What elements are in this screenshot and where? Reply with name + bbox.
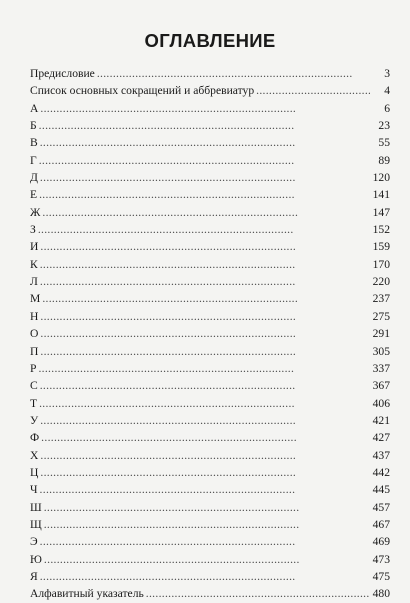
dot-leader [38, 360, 370, 377]
toc-entry-label: З [30, 223, 36, 237]
toc-entry-page-number: 120 [372, 171, 390, 185]
dot-leader [40, 464, 370, 481]
toc-entry-label: Ю [30, 552, 42, 566]
toc-entry [30, 169, 390, 186]
toc-entry-label: М [30, 292, 41, 306]
dot-leader [97, 65, 370, 82]
toc-entry-label: Б [30, 119, 37, 133]
toc-entry-label: Предисловие [30, 67, 95, 80]
toc-entry-label: А [30, 101, 39, 115]
toc-entry-page-number: 55 [378, 136, 390, 150]
dot-leader [40, 377, 370, 394]
dot-leader [39, 117, 370, 134]
toc-entry-label: Ш [30, 500, 42, 514]
dot-leader [40, 481, 370, 498]
toc-entry-label: Щ [30, 517, 42, 531]
toc-entry-page-number: 170 [372, 257, 390, 271]
toc-entry-page-number: 291 [372, 327, 390, 341]
toc-entry [30, 238, 390, 255]
toc-entry-page-number: 406 [372, 396, 390, 410]
toc-entry-page-number: 152 [372, 223, 390, 237]
toc-entry [30, 464, 390, 481]
toc-entry-page-number: 6 [384, 101, 390, 115]
dot-leader [40, 169, 370, 186]
toc-entry [30, 117, 390, 134]
toc-entry [30, 551, 390, 568]
toc-entry-label: Ф [30, 431, 40, 445]
toc-entry-label: Я [30, 569, 38, 583]
toc-entry-label: Г [30, 153, 37, 167]
toc-entry-page-number: 220 [372, 275, 390, 289]
toc-entry-label: П [30, 344, 39, 358]
toc-entry [30, 412, 390, 429]
toc-entry-page-number: 237 [372, 292, 390, 306]
toc-entry-page-number: 3 [384, 67, 390, 80]
toc-entry [30, 221, 390, 238]
toc-entry-label: В [30, 136, 38, 150]
toc-entry-page-number: 421 [372, 413, 390, 427]
toc-entry-label: Ч [30, 483, 38, 497]
toc-entry [30, 499, 390, 516]
toc-entry [30, 447, 390, 464]
toc-entry [30, 429, 390, 446]
dot-leader [256, 82, 370, 99]
toc-entry-page-number: 4 [384, 84, 390, 98]
toc-entry [30, 395, 390, 412]
toc-entry-label: Н [30, 309, 39, 323]
dot-leader [39, 395, 370, 412]
dot-leader [40, 308, 370, 325]
dot-leader [40, 100, 370, 117]
dot-leader [40, 447, 370, 464]
toc-entry [30, 585, 390, 602]
toc-entry [30, 134, 390, 151]
toc-entry-page-number: 337 [372, 361, 390, 375]
toc-entry-label: И [30, 240, 39, 254]
dot-leader [38, 221, 370, 238]
toc-entry-label: Х [30, 448, 39, 462]
toc-entry-label: Э [30, 535, 38, 549]
toc-entry-label: Е [30, 188, 38, 202]
dot-leader [40, 273, 370, 290]
dot-leader [40, 256, 370, 273]
toc-entry-label: К [30, 257, 38, 271]
toc-entry-page-number: 475 [372, 569, 390, 583]
toc-entry-page-number: 23 [378, 119, 390, 133]
toc-entry [30, 360, 390, 377]
dot-leader [40, 533, 370, 550]
toc-entry [30, 273, 390, 290]
toc-entry-page-number: 275 [372, 309, 390, 323]
dot-leader [40, 134, 370, 151]
toc-entry [30, 256, 390, 273]
toc-entry-label: У [30, 413, 39, 427]
toc-entry-page-number: 147 [372, 205, 390, 219]
toc-entry-label: С [30, 379, 38, 393]
toc-entry [30, 568, 390, 585]
toc-entry-page-number: 367 [372, 379, 390, 393]
toc-entry [30, 152, 390, 169]
table-of-contents [30, 65, 390, 603]
dot-leader [146, 585, 370, 602]
toc-entry-label: Д [30, 171, 38, 185]
dot-leader [40, 238, 370, 255]
toc-entry [30, 186, 390, 203]
dot-leader [39, 186, 370, 203]
toc-entry-page-number: 159 [372, 240, 390, 254]
toc-entry-page-number: 469 [372, 535, 390, 549]
toc-entry-page-number: 445 [372, 483, 390, 497]
toc-entry-label: Список основных сокращений и аббревиатур [30, 84, 255, 98]
dot-leader [44, 551, 370, 568]
page-title: ОГЛАВЛЕНИЕ [144, 30, 276, 51]
dot-leader [40, 412, 370, 429]
toc-entry-page-number: 442 [372, 465, 390, 479]
toc-entry-label: Л [30, 275, 38, 289]
toc-entry-label: Ж [30, 205, 41, 219]
toc-entry [30, 516, 390, 533]
dot-leader [40, 568, 370, 585]
toc-entry [30, 65, 390, 82]
dot-leader [44, 499, 370, 516]
toc-entry-page-number: 437 [372, 448, 390, 462]
toc-entry [30, 100, 390, 117]
toc-entry [30, 533, 390, 550]
toc-entry [30, 325, 390, 342]
toc-entry [30, 343, 390, 360]
toc-entry-page-number: 467 [372, 517, 390, 531]
dot-leader [44, 516, 370, 533]
toc-entry-page-number: 480 [372, 587, 390, 601]
toc-entry [30, 204, 390, 221]
toc-entry-page-number: 457 [372, 500, 390, 514]
toc-entry-page-number: 141 [372, 188, 390, 202]
toc-entry-label: Ц [30, 465, 39, 479]
toc-entry-page-number: 305 [372, 344, 390, 358]
toc-entry-label: Р [30, 361, 37, 375]
toc-entry-page-number: 427 [372, 431, 390, 445]
toc-entry-page-number: 89 [378, 153, 390, 167]
toc-entry-label: О [30, 327, 39, 341]
dot-leader [41, 429, 370, 446]
toc-entry [30, 290, 390, 307]
toc-entry-page-number: 473 [372, 552, 390, 566]
dot-leader [42, 290, 370, 307]
toc-entry [30, 481, 390, 498]
dot-leader [39, 152, 370, 169]
dot-leader [40, 343, 370, 360]
toc-entry [30, 82, 390, 99]
dot-leader [40, 325, 370, 342]
toc-entry-label: Т [30, 396, 38, 410]
toc-entry [30, 308, 390, 325]
toc-entry [30, 377, 390, 394]
toc-entry-label: Алфавитный указатель [30, 587, 144, 601]
dot-leader [42, 204, 370, 221]
